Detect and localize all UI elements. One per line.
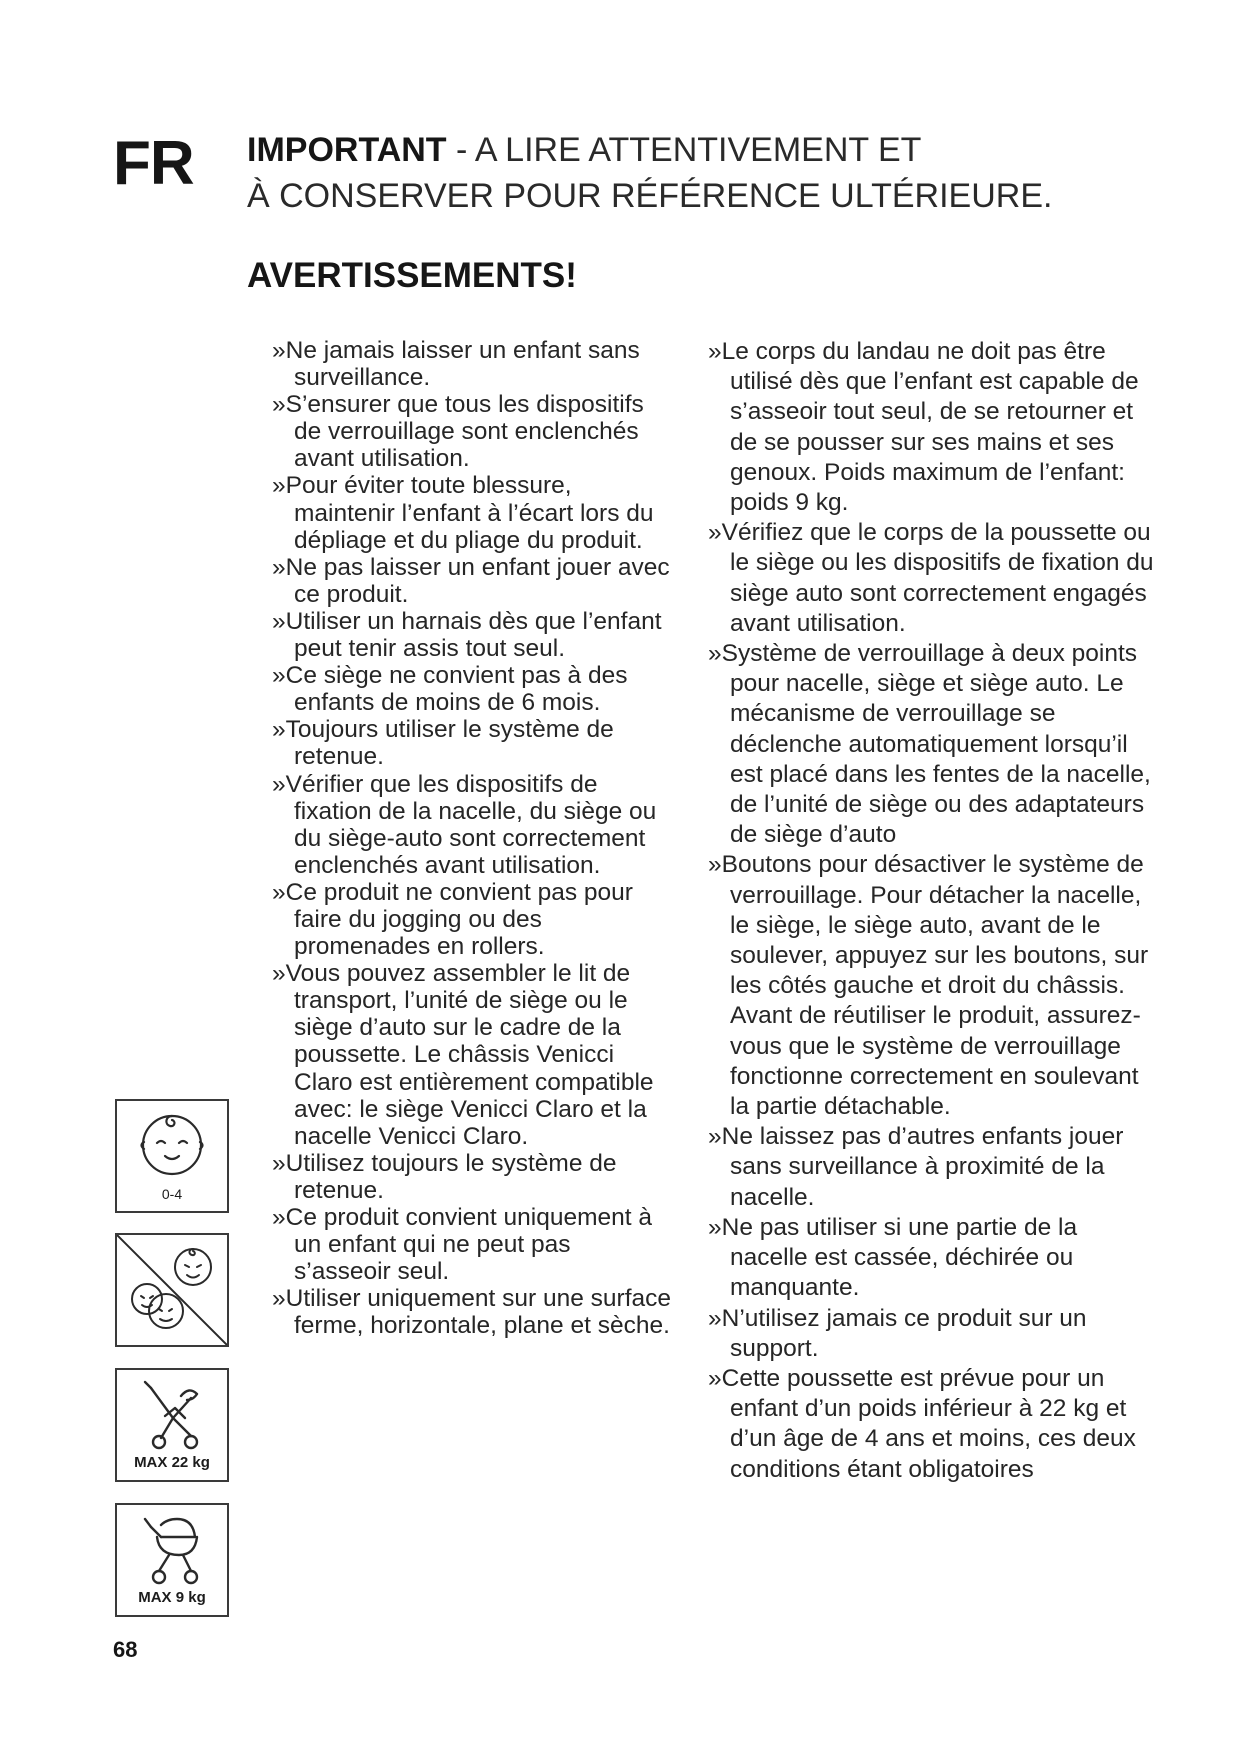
warning-item: »Utiliser uniquement sur une surface ferme, horizontale, plane et sèche.	[272, 1285, 672, 1340]
warnings-right-column	[708, 337, 1158, 1485]
warning-item: »Ne pas laisser un enfant jouer avec ce produit.	[272, 553, 670, 608]
warning-item: »Vérifier que les dispositifs de fixation de la nacelle, du siège ou du siège-auto sont correctement enclenchés avant utilisation.	[272, 770, 657, 879]
header-line-2: À CONSERVER POUR RÉFÉRENCE ULTÉRIEURE.	[247, 177, 1053, 215]
warning-item: »Pour éviter toute blessure, maintenir l’enfant à l’écart lors du dépliage et du pliage du produit.	[272, 472, 654, 554]
warning-item: »Ne laissez pas d’autres enfants jouer sans surveillance à proximité de la nacelle.	[708, 1123, 1124, 1211]
warning-item: »Toujours utiliser le système de retenue.	[272, 716, 614, 771]
age-range-label: 0-4	[161, 1186, 183, 1202]
section-title: AVERTISSEMENTS!	[247, 256, 577, 295]
warning-item: »Vérifiez que le corps de la poussette ou le siège ou les dispositifs de fixation du siège auto sont correctement engagés avant utilisation.	[708, 519, 1154, 637]
single-child-pictogram	[115, 1233, 229, 1347]
warning-item: »N’utilisez jamais ce produit sur un support.	[708, 1304, 1087, 1362]
pram-max-weight-label: MAX 9 kg	[138, 1589, 206, 1606]
warnings-left-column	[272, 337, 672, 1339]
stroller-weight-pictogram	[115, 1368, 229, 1482]
important-header	[247, 127, 1207, 219]
warning-item: »S’ensurer que tous les dispositifs de verrouillage sont enclenchés avant utilisation.	[272, 391, 644, 473]
warning-item: »Système de verrouillage à deux points pour nacelle, siège et siège auto. Le mécanisme de verrouillage se déclenche automatiquement lorsqu’il est placé dans les fentes de la nacelle, de l’unité de siège ou des adaptateurs de siège d’auto	[708, 640, 1151, 849]
no-twins-icon	[117, 1235, 227, 1345]
warning-item: »Cette poussette est prévue pour un enfant d’un poids inférieur à 22 kg et d’un âge de 4 ans et moins, ces deux conditions étant obligatoires	[708, 1364, 1136, 1483]
age-range-pictogram	[115, 1099, 229, 1213]
stroller-max-weight-label: MAX 22 kg	[134, 1454, 210, 1471]
warning-item: »Ne jamais laisser un enfant sans surveillance.	[272, 337, 640, 392]
important-label: IMPORTANT	[247, 131, 447, 169]
language-code: FR	[113, 129, 194, 198]
warning-item: »Ce produit ne convient pas pour faire du jogging ou des promenades en rollers.	[272, 878, 633, 961]
warning-item: »Boutons pour désactiver le système de verrouillage. Pour détacher la nacelle, le siège, le siège auto, avant de le soulever, appuyez sur les boutons, sur les côtés gauche et droit du châssis. Avant de réutiliser le produit, assurez-vous que le système de verrouillage fonctionne correctement en soulevant la partie détachable.	[708, 851, 1149, 1121]
warning-item: »Utiliser un harnais dès que l’enfant peut tenir assis tout seul.	[272, 607, 662, 663]
warning-item: »Ce produit convient uniquement à un enfant qui ne peut pas s’asseoir seul.	[272, 1204, 653, 1286]
warning-item: »Vous pouvez assembler le lit de transport, l’unité de siège ou le siège d’auto sur le cadre de la poussette. Le châssis Venicci Claro est entièrement compatible avec: le siège Venicci Claro et la nacelle Venicci Claro.	[272, 960, 654, 1150]
pram-weight-pictogram	[115, 1503, 229, 1617]
warning-item: »Utilisez toujours le système de retenue.	[272, 1149, 617, 1204]
warning-item: »Ce siège ne convient pas à des enfants de moins de 6 mois.	[272, 662, 628, 717]
header-line-1-text: - A LIRE ATTENTIVEMENT ET	[446, 131, 922, 169]
header-line-1	[247, 127, 1207, 173]
warning-item: »Le corps du landau ne doit pas être utilisé dès que l’enfant est capable de s’asseoir tout seul, de se retourner et de se pousser sur ses mains et ses genoux. Poids maximum de l’enfant: poids 9 kg.	[708, 338, 1139, 517]
warning-item: »Ne pas utiliser si une partie de la nacelle est cassée, déchirée ou manquante.	[708, 1213, 1078, 1302]
page-number: 68	[113, 1637, 138, 1662]
